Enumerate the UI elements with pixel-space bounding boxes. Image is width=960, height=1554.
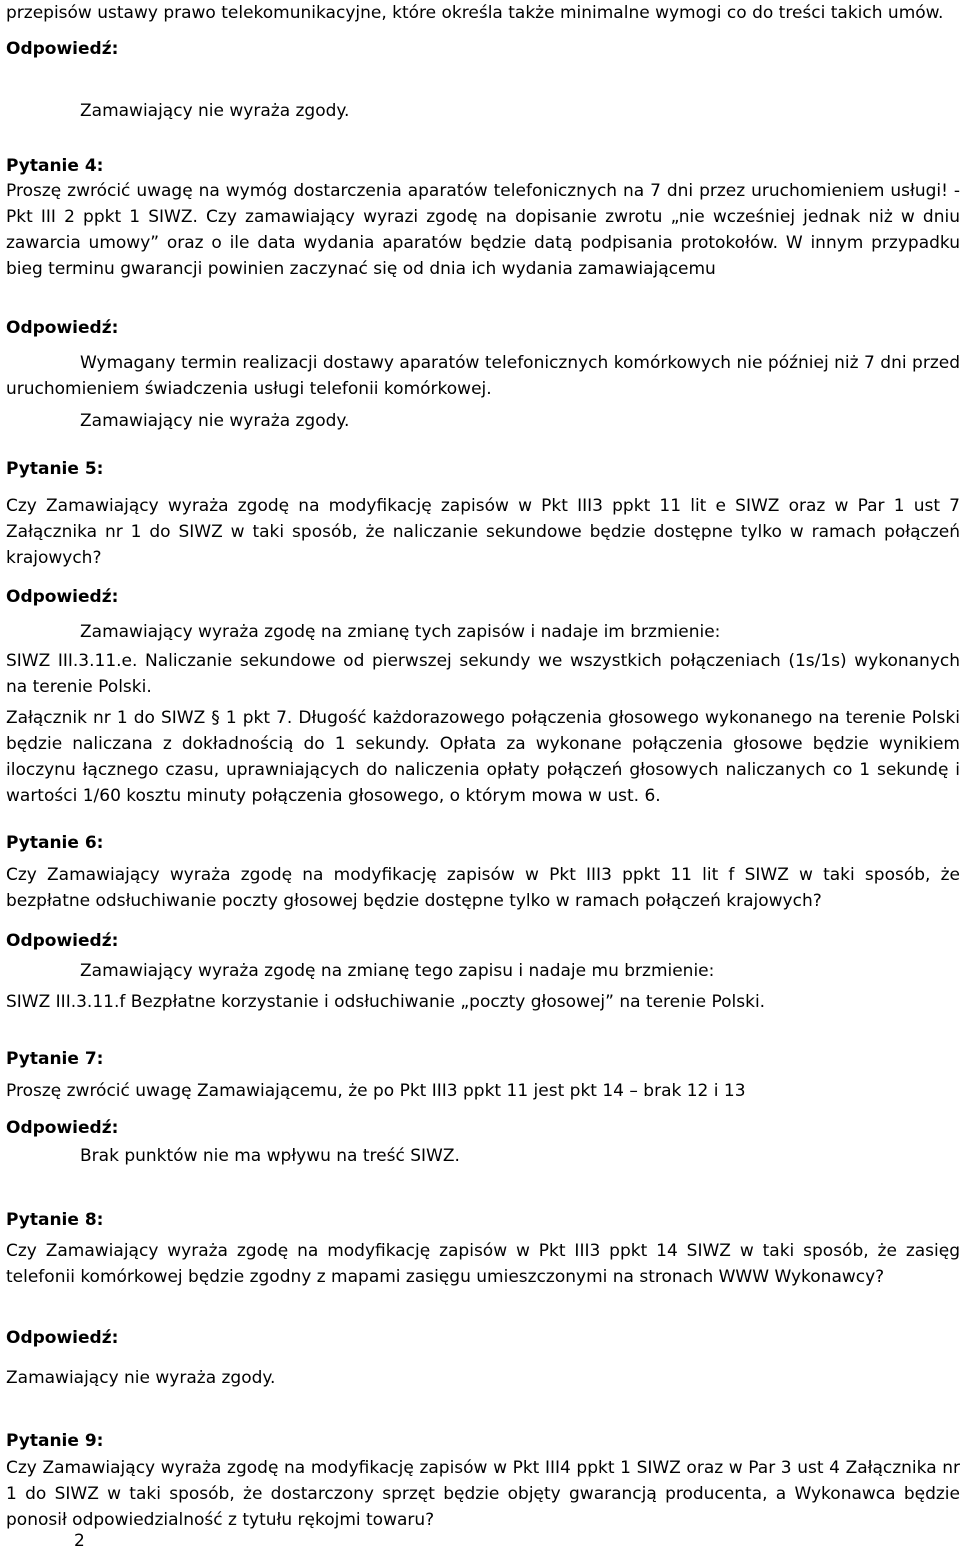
siwz-clause-e: SIWZ III.3.11.e. Naliczanie sekundowe od pierwszej sekundy we wszystkich połączeniach (1s/1s) wykonanych na terenie Polski. (6, 651, 960, 697)
answer-text: Zamawiający nie wyraża zgody. (6, 1368, 276, 1388)
question-5-text: Czy Zamawiający wyraża zgodę na modyfikację zapisów w Pkt III3 ppkt 11 lit e SIWZ oraz w Par 1 ust 7 Załącznika nr 1 do SIWZ w taki sposób, że naliczanie sekundowe będzie dostępne tylko w ramach połączeń krajowych? (6, 496, 960, 568)
question-9-text: Czy Zamawiający wyraża zgodę na modyfikację zapisów w Pkt III4 ppkt 1 SIWZ oraz w Par 3 ust 4 Załącznika nr 1 do SIWZ w taki sposób, że dostarczony sprzęt będzie objęty gwarancją producenta, a Wykonawca będzie ponosił odpowiedzialność z tytułu rękojmi towaru? (6, 1458, 960, 1530)
answer-text: Wymagany termin realizacji dostawy aparatów telefonicznych komórkowych nie później niż 7 dni przed uruchomieniem świadczenia usługi telefonii komórkowej. (6, 353, 960, 399)
page-number: 2 (74, 1531, 85, 1551)
answer-text: Zamawiający nie wyraża zgody. (80, 411, 350, 431)
answer-heading: Odpowiedź: (6, 318, 119, 338)
question-6-heading: Pytanie 6: (6, 833, 104, 853)
answer-heading: Odpowiedź: (6, 931, 119, 951)
answer-text: Zamawiający wyraża zgodę na zmianę tych zapisów i nadaje im brzmienie: (80, 622, 721, 642)
answer-heading: Odpowiedź: (6, 39, 119, 59)
question-7-heading: Pytanie 7: (6, 1049, 104, 1069)
question-8-text: Czy Zamawiający wyraża zgodę na modyfikację zapisów w Pkt III3 ppkt 14 SIWZ w taki sposób, że zasięg telefonii komórkowej będzie zgodny z mapami zasięgu umieszczonymi na stronach WWW Wykonawcy? (6, 1241, 960, 1287)
question-7-text: Proszę zwrócić uwagę Zamawiającemu, że po Pkt III3 ppkt 11 jest pkt 14 – brak 12 i 13 (6, 1081, 746, 1101)
question-8-heading: Pytanie 8: (6, 1210, 104, 1230)
answer-heading: Odpowiedź: (6, 1118, 119, 1138)
answer-heading: Odpowiedź: (6, 1328, 119, 1348)
answer-text: Zamawiający nie wyraża zgody. (80, 101, 350, 121)
answer-text: Zamawiający wyraża zgodę na zmianę tego zapisu i nadaje mu brzmienie: (80, 961, 715, 981)
question-9-heading: Pytanie 9: (6, 1431, 104, 1451)
answer-heading: Odpowiedź: (6, 587, 119, 607)
paragraph-intro: przepisów ustawy prawo telekomunikacyjne, które określa także minimalne wymogi co do treści takich umów. (6, 3, 944, 23)
attachment-clause: Załącznik nr 1 do SIWZ § 1 pkt 7. Długość każdorazowego połączenia głosowego wykonanego na terenie Polski będzie naliczana z dokładnością do 1 sekundy. Opłata za wykonane połączenia głosowe będzie wynikiem iloczynu łącznego czasu, uprawniających do naliczenia opłaty połączeń głosowych naliczanych co 1 sekundę i wartości 1/60 kosztu minuty połączenia głosowego, o którym mowa w ust. 6. (6, 708, 960, 806)
question-4-heading: Pytanie 4: (6, 156, 104, 176)
answer-text: Brak punktów nie ma wpływu na treść SIWZ. (80, 1146, 460, 1166)
question-4-text: Proszę zwrócić uwagę na wymóg dostarczenia aparatów telefonicznych na 7 dni przez uruchomieniem usługi! - Pkt III 2 ppkt 1 SIWZ. Czy zamawiający wyrazi zgodę na dopisanie zwrotu „nie wcześniej jednak niż w dniu zawarcia umowy” oraz o ile data wydania aparatów będzie datą podpisania protokołów. W innym przypadku bieg terminu gwarancji powinien zaczynać się od dnia ich wydania zamawiającemu (6, 181, 960, 279)
question-5-heading: Pytanie 5: (6, 459, 104, 479)
question-6-text: Czy Zamawiający wyraża zgodę na modyfikację zapisów w Pkt III3 ppkt 11 lit f SIWZ w taki sposób, że bezpłatne odsłuchiwanie poczty głosowej będzie dostępne tylko w ramach połączeń krajowych? (6, 865, 960, 911)
siwz-clause-f: SIWZ III.3.11.f Bezpłatne korzystanie i odsłuchiwanie „poczty głosowej” na terenie Polski. (6, 992, 766, 1012)
